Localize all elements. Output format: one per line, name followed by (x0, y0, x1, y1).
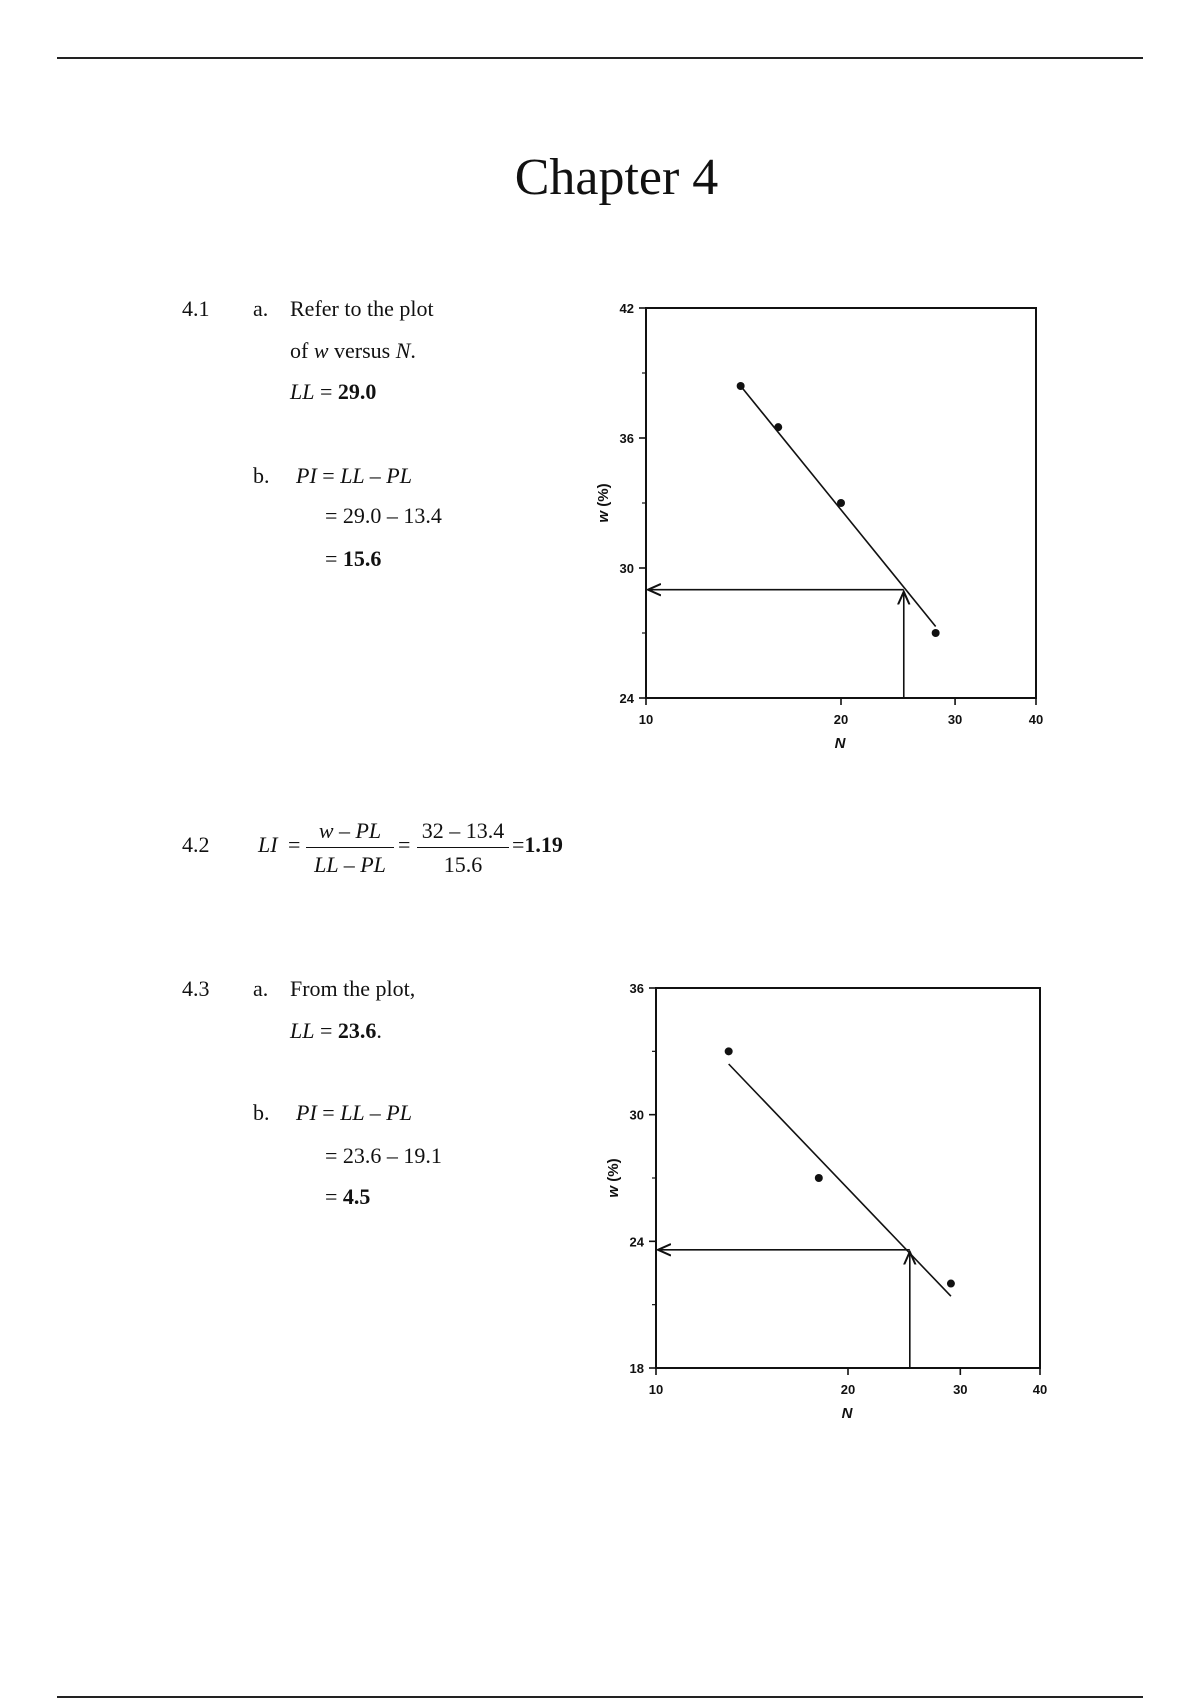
text-of: of (290, 338, 314, 363)
x-tick-label: 10 (638, 712, 654, 727)
ll-value: 29.0 (337, 379, 377, 404)
pi-formula: LL – PL (340, 463, 412, 488)
chart-w-vs-N-4-1 (580, 290, 1100, 760)
text-versus: versus (328, 338, 396, 363)
text-period: . (410, 338, 416, 363)
y-axis-label-unit: (%) (605, 1158, 622, 1186)
problem-number-4-1: 4.1 (182, 296, 210, 321)
equals: = (314, 1018, 338, 1043)
ll-result-4-1 (290, 381, 376, 403)
li-fraction-symbolic (306, 820, 394, 876)
y-tick-label: 30 (629, 1107, 644, 1123)
fraction-denominator: 15.6 (417, 847, 509, 876)
ll-label: LL (290, 1018, 315, 1043)
data-point (815, 1174, 823, 1182)
y-tick-label: 24 (619, 691, 634, 706)
y-tick-label: 18 (629, 1361, 644, 1376)
y-axis-label (605, 1158, 622, 1197)
equals: = (325, 546, 343, 571)
equals: = (316, 1100, 341, 1125)
data-point (737, 382, 745, 390)
li-equals-2: = (398, 832, 411, 857)
data-point (947, 1280, 955, 1288)
y-tick-label: 42 (619, 301, 634, 316)
y-tick-label: 30 (619, 561, 634, 576)
pi-formula-4-3 (296, 1102, 412, 1124)
data-point (932, 629, 940, 637)
fraction-denominator: LL – PL (306, 847, 394, 876)
pi-substitution-4-1: = 29.0 – 13.4 (325, 503, 442, 528)
x-tick-label: 30 (953, 1382, 968, 1397)
part-a-letter: a. (253, 976, 269, 1001)
y-axis-label (595, 483, 612, 522)
x-tick-label: 40 (1032, 1382, 1048, 1397)
x-tick-label: 40 (1028, 712, 1044, 727)
pi-value: 15.6 (342, 546, 382, 571)
y-tick-label: 36 (619, 431, 634, 446)
text-period: . (376, 1018, 382, 1043)
data-point (837, 499, 845, 507)
y-axis-label-var: w (595, 510, 612, 523)
part-a-letter: a. (253, 296, 269, 321)
li-label: LI (258, 832, 278, 857)
problem-number-4-3: 4.3 (182, 976, 210, 1001)
data-point (774, 423, 782, 431)
chart-w-vs-N-4-3 (580, 970, 1100, 1440)
fraction-numerator: w – PL (318, 818, 382, 843)
pi-label: PI (296, 463, 317, 488)
x-tick-label: 30 (947, 712, 963, 727)
pi-substitution-4-3: = 23.6 – 19.1 (325, 1143, 442, 1168)
x-tick-label: 20 (833, 712, 849, 727)
equals: = (314, 379, 338, 404)
pi-label: PI (296, 1100, 317, 1125)
pi-formula: LL – PL (340, 1100, 412, 1125)
part-a-line1: Refer to the plot (290, 296, 434, 321)
pi-result-4-3 (325, 1186, 370, 1208)
equals: = (325, 1184, 343, 1209)
fraction-numerator: 32 – 13.4 (421, 818, 505, 843)
y-tick-label: 24 (629, 1234, 644, 1250)
y-axis-label-unit: (%) (595, 483, 612, 511)
bottom-rule (57, 1696, 1143, 1698)
li-result (512, 834, 563, 856)
problem-number-4-2: 4.2 (182, 832, 210, 857)
fit-line (729, 1064, 951, 1296)
li-fraction-numeric (417, 820, 509, 876)
li-value: 1.19 (524, 832, 563, 857)
equals: = (316, 463, 341, 488)
page-title: Chapter 4 (514, 149, 719, 206)
top-rule (57, 57, 1143, 59)
equals: = (512, 832, 525, 857)
pi-value: 4.5 (342, 1184, 371, 1209)
y-axis-label-var: w (605, 1185, 622, 1198)
var-w: w (313, 338, 329, 363)
var-N: N (395, 338, 411, 363)
y-tick-label: 36 (629, 981, 644, 996)
part-b-letter: b. (253, 1100, 270, 1125)
ll-result-4-3 (290, 1020, 382, 1042)
pi-result-4-1 (325, 548, 381, 570)
x-tick-label: 10 (648, 1382, 664, 1397)
ll-value: 23.6 (337, 1018, 377, 1043)
li-equals: = (288, 832, 301, 857)
x-axis-label: N (834, 735, 846, 752)
x-axis-label: N (841, 1405, 853, 1422)
ll-label: LL (290, 379, 315, 404)
part-a-line2 (290, 340, 416, 362)
plot-frame (656, 988, 1040, 1368)
part-a-line1: From the plot, (290, 976, 416, 1001)
x-tick-label: 20 (840, 1382, 856, 1397)
pi-formula-4-1 (296, 465, 412, 487)
part-b-letter: b. (253, 463, 270, 488)
data-point (725, 1047, 733, 1055)
